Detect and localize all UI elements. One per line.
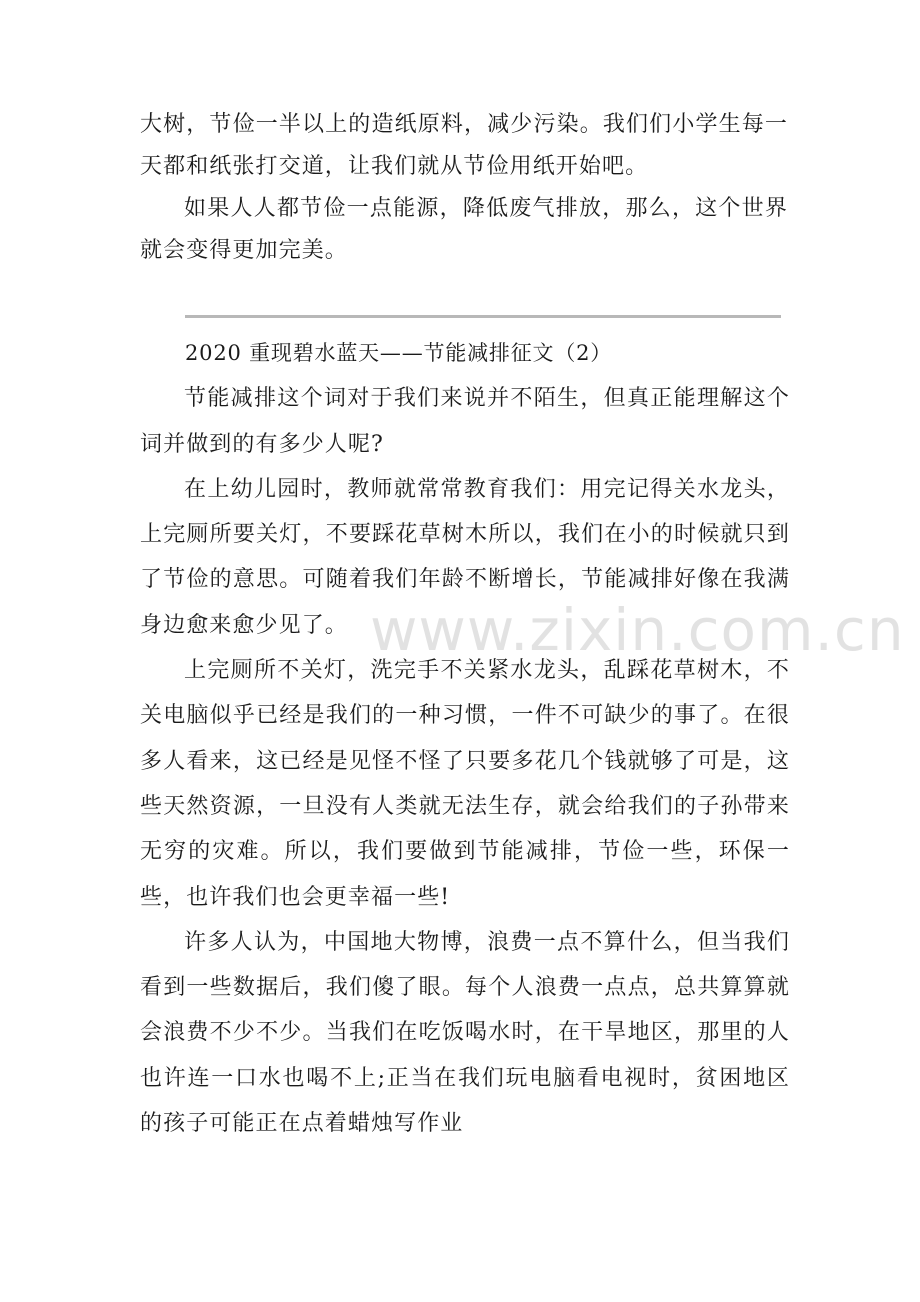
paragraph-continued: 大树，节俭一半以上的造纸原料，减少污染。我们们小学生每一天都和纸张打交道，让我们就从节俭用纸开始吧。 bbox=[140, 112, 788, 179]
section-title: 2020 重现碧水蓝天——节能减排征文（2） bbox=[185, 341, 613, 365]
paragraph: 节能减排这个词对于我们来说并不陌生，但真正能理解这个词并做到的有多少人呢? bbox=[140, 386, 790, 457]
essay-section bbox=[140, 331, 790, 1146]
paragraph: 许多人认为，中国地大物博，浪费一点不算什么，但当我们看到一些数据后，我们傻了眼。每个人浪费一点点，总共算算就会浪费不少不少。当我们在吃饭喝水时，在干旱地区，那里的人也许连一口水也喝不上;正当在我们玩电脑看电视时，贫困地区的孩子可能正在点着蜡烛写作业 bbox=[140, 929, 790, 1137]
paragraph: 上完厕所不关灯，洗完手不关紧水龙头，乱踩花草树木，不关电脑似乎已经是我们的一种习惯，一件不可缺少的事了。在很多人看来，这已经是见怪不怪了只要多花几个钱就够了可是，这些天然资源，一旦没有人类就无法生存，就会给我们的子孙带来无穷的灾难。所以，我们要做到节能减排，节俭一些，环保一些，也许我们也会更幸福一些! bbox=[140, 658, 790, 910]
paragraph: 如果人人都节俭一点能源，降低废气排放，那么，这个世界就会变得更加完美。 bbox=[140, 196, 788, 263]
watermark: www.zixin.com.cn bbox=[370, 596, 905, 664]
section-divider bbox=[185, 315, 781, 318]
top-text-block bbox=[140, 104, 788, 272]
paragraph: 在上幼儿园时，教师就常常教育我们：用完记得关水龙头，上完厕所要关灯，不要踩花草树木所以，我们在小的时候就只到了节俭的意思。可随着我们年龄不断增长，节能减排好像在我满身边愈来愈少见了。 bbox=[140, 476, 790, 638]
